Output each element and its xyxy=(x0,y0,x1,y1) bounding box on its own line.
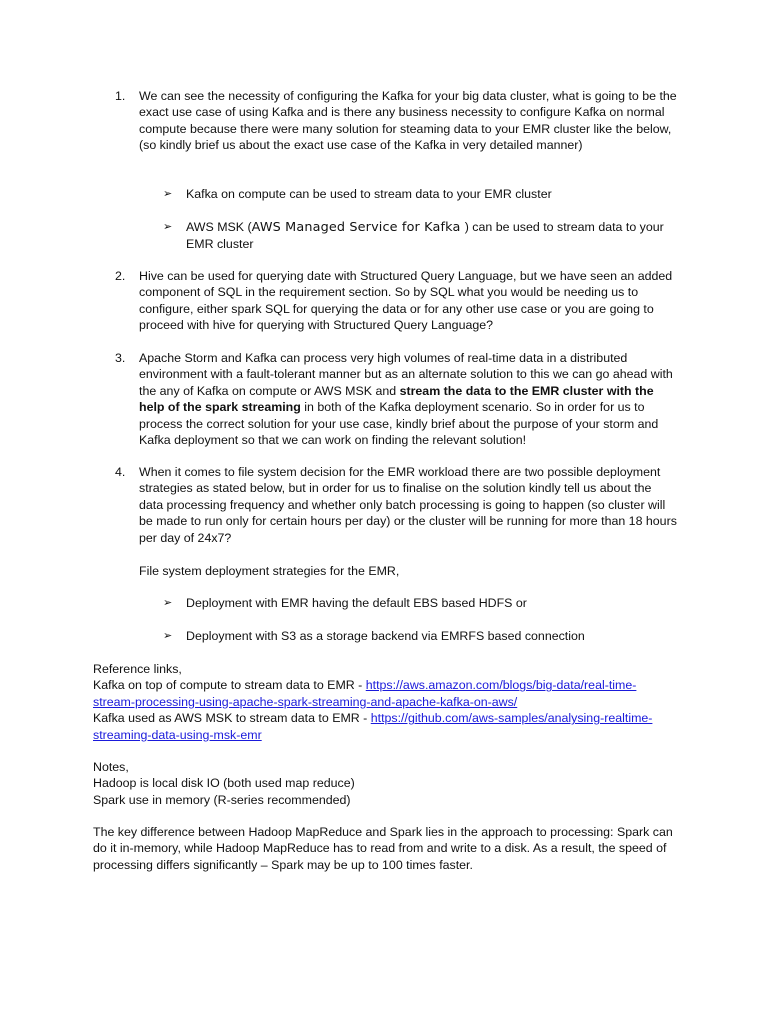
item-number: 3. xyxy=(115,351,126,365)
item-number: 4. xyxy=(115,465,126,479)
arrow-bullet-icon: ➢ xyxy=(163,221,173,233)
item-number: 1. xyxy=(115,89,126,103)
item-1-text: We can see the necessity of configuring the Kafka for your big data cluster, what is going to be the exact use case of using Kafka and is there any business necessity to configure Kafka on normal compute because there were many solution for steaming data to your EMR cluster like the below, (so kindly brief us about the exact use case of the Kafka in very detailed manner) xyxy=(139,89,677,153)
note-line: Spark use in memory (R-series recommended) xyxy=(93,792,351,807)
bullet-suffix: ) can be used to stream data to your EMR cluster xyxy=(186,220,664,252)
reference-links-section xyxy=(93,661,678,743)
item-3-bold-text: stream the data to the EMR cluster with the help of the spark streaming xyxy=(139,383,654,415)
list-item-1 xyxy=(115,88,677,154)
bullet-prefix: AWS MSK ( xyxy=(186,220,252,234)
reference-url-link[interactable]: https://aws.amazon.com/blogs/big-data/real-time-stream-processing-using-apache-spark-streaming-and-apache-kafka-on-aws/ xyxy=(93,678,637,709)
item-3-text-before: Apache Storm and Kafka can process very high volumes of real-time data in a distributed environment with a fault-tolerant manner but as an alternate solution to this we can go ahead with the any of Kafka on compute or AWS MSK and xyxy=(139,351,673,398)
item-2-text: Hive can be used for querying date with Structured Query Language, but we have seen an added component of SQL in the requirement section. So by SQL what you would be needing us to configure, either spark SQL for querying the data or for any other use case or you are going to proceed with hive for querying with Structured Query Language? xyxy=(139,269,673,333)
item-3-text-after: in both of the Kafka deployment scenario. So in order for us to process the correct solution for your use case, kindly brief about the purpose of your storm and Kafka deployment so that we can work on finding the relevant solution! xyxy=(139,400,659,448)
note-line: Hadoop is local disk IO (both used map reduce) xyxy=(93,776,355,791)
bullet-aws-msk xyxy=(163,219,676,253)
item-number: 2. xyxy=(115,269,126,283)
reference-label: Kafka on top of compute to stream data to EMR - xyxy=(93,678,366,693)
item-4-text: When it comes to file system decision for the EMR workload there are two possible deployment strategies as stated below, but in order for us to finalise on the solution kindly tell us about the data processing frequency and whether only batch processing is going to happen (so cluster will be made to run only for certain hours per day) or the cluster will be running for more than 18 hours per day of 24x7? xyxy=(139,465,677,545)
arrow-bullet-icon: ➢ xyxy=(163,597,173,609)
subheading-text: File system deployment strategies for the EMR, xyxy=(139,564,400,578)
notes-section xyxy=(93,759,678,808)
list-item-4 xyxy=(115,464,677,546)
bullet-s3-emrfs xyxy=(163,628,676,644)
reference-link-1 xyxy=(93,677,678,710)
reference-url-link[interactable]: https://github.com/aws-samples/analysing-realtime-streaming-data-using-msk-emr xyxy=(93,711,653,742)
list-item-3 xyxy=(115,350,677,448)
bullet-emphasis: AWS Managed Service for Kafka xyxy=(251,220,465,235)
bullet-kafka-compute xyxy=(163,186,676,202)
reference-link-2 xyxy=(93,710,678,743)
file-system-subheading xyxy=(139,563,677,579)
reference-label: Kafka used as AWS MSK to stream data to EMR - xyxy=(93,711,371,726)
bullet-text: Kafka on compute can be used to stream data to your EMR cluster xyxy=(186,187,552,201)
arrow-bullet-icon: ➢ xyxy=(163,630,173,642)
conclusion-paragraph xyxy=(93,824,678,873)
reference-heading: Reference links, xyxy=(93,662,182,676)
bullet-text: Deployment with EMR having the default EBS based HDFS or xyxy=(186,596,527,610)
arrow-bullet-icon: ➢ xyxy=(163,188,173,200)
list-item-2 xyxy=(115,268,677,334)
conclusion-text: The key difference between Hadoop MapReduce and Spark lies in the approach to processing: Spark can do it in-memory, while Hadoop MapReduce has to read from and write to a disk. As a result, the speed of processing differs significantly – Spark may be up to 100 times faster. xyxy=(93,825,673,872)
bullet-text: Deployment with S3 as a storage backend via EMRFS based connection xyxy=(186,629,585,643)
bullet-ebs-hdfs xyxy=(163,595,676,611)
notes-heading: Notes, xyxy=(93,760,129,774)
